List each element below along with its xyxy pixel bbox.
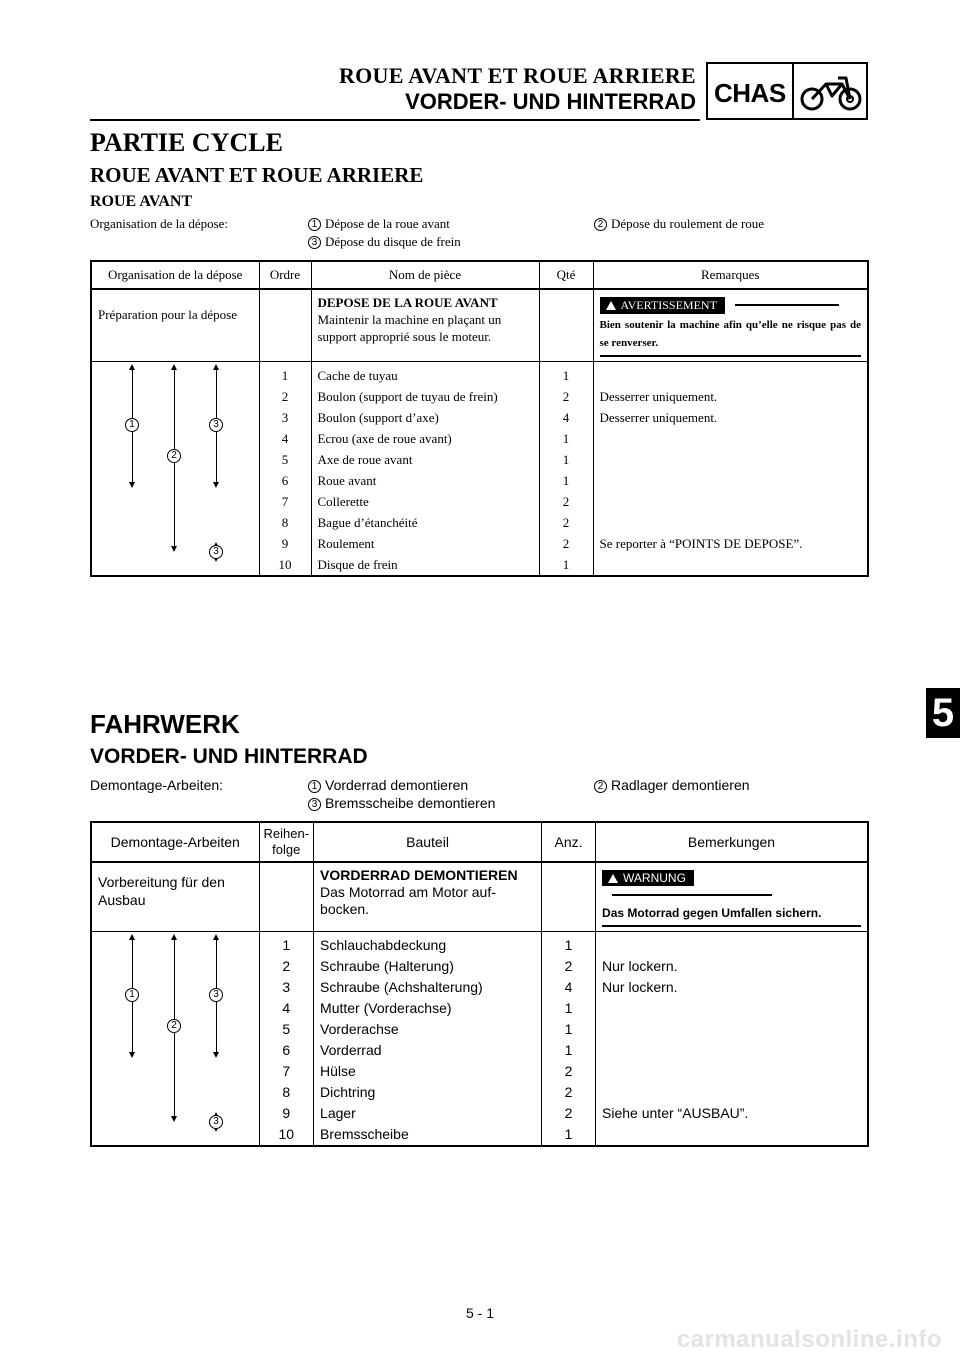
arrow-diagram <box>91 932 259 1147</box>
part-cell: Vorderachse <box>314 1019 542 1040</box>
col-header: Organisation de la dépose <box>91 261 259 289</box>
section-badge <box>706 62 868 120</box>
col-header: Remarques <box>593 261 868 289</box>
remark-cell <box>596 1061 868 1082</box>
part-cell: Hülse <box>314 1061 542 1082</box>
qty-cell: 1 <box>539 449 593 470</box>
warning-rule <box>735 304 839 306</box>
de-heading-2: VORDER- UND HINTERRAD <box>90 745 368 768</box>
fr-org-label: Organisation de la dépose: <box>90 216 229 231</box>
order-cell: 5 <box>259 1019 314 1040</box>
warning-box <box>596 862 868 932</box>
part-cell: Boulon (support de tuyau de frein) <box>311 386 539 407</box>
order-cell: 1 <box>259 362 311 387</box>
order-cell: 3 <box>259 977 314 998</box>
section-badge-divider <box>792 64 794 118</box>
header-rule <box>90 119 700 121</box>
arrow-label-2: 2 <box>167 1019 181 1033</box>
chapter-tab: 5 <box>926 688 960 738</box>
header-title-fr: ROUE AVANT ET ROUE ARRIERE <box>338 63 696 88</box>
part-cell: Lager <box>314 1103 542 1124</box>
qty-cell: 1 <box>542 1040 596 1061</box>
prep-label: Vorbereitung für den Ausbau <box>91 862 259 932</box>
sequence-arrows <box>92 362 259 572</box>
order-cell: 4 <box>259 998 314 1019</box>
arrow-label-2: 2 <box>167 449 181 463</box>
remark-cell: Desserrer uniquement. <box>593 407 868 428</box>
qty-cell: 1 <box>542 1124 596 1146</box>
qty-cell: 2 <box>539 386 593 407</box>
table-header-row <box>91 261 868 289</box>
col-header: Bauteil <box>314 822 542 862</box>
order-cell: 9 <box>259 533 311 554</box>
order-cell: 6 <box>259 1040 314 1061</box>
prep-row <box>91 289 868 362</box>
arrow-label-1: 1 <box>125 418 139 432</box>
de-org-item-2: 2 Radlager demontieren <box>594 777 750 793</box>
de-org-item-3: 3 Bremsscheibe demontieren <box>308 795 495 811</box>
qty-cell: 1 <box>542 998 596 1019</box>
qty-cell: 1 <box>542 932 596 957</box>
part-cell: Disque de frein <box>311 554 539 576</box>
warning-text: Das Motorrad gegen Umfallen sichern. <box>602 904 861 927</box>
table-row <box>91 362 868 387</box>
qty-cell: 2 <box>542 1061 596 1082</box>
header-title-de: VORDER- UND HINTERRAD <box>405 89 696 114</box>
page-number: 5 - 1 <box>465 1305 494 1321</box>
qty-cell: 1 <box>539 428 593 449</box>
prep-title: VORDERRAD DEMONTIEREN <box>320 867 518 883</box>
remark-cell <box>596 1082 868 1103</box>
order-cell: 8 <box>259 512 311 533</box>
motorcycle-icon <box>798 70 864 114</box>
qty-cell: 1 <box>539 554 593 576</box>
qty-cell: 2 <box>539 491 593 512</box>
part-cell: Schraube (Achshalterung) <box>314 977 542 998</box>
remark-cell <box>593 428 868 449</box>
part-cell: Bague d’étanchéité <box>311 512 539 533</box>
part-cell: Schraube (Halterung) <box>314 956 542 977</box>
prep-row <box>91 862 868 932</box>
qty-cell: 1 <box>539 362 593 387</box>
de-heading-1: FAHRWERK <box>90 709 240 739</box>
part-cell: Ecrou (axe de roue avant) <box>311 428 539 449</box>
remark-cell <box>593 512 868 533</box>
col-header: Qté <box>539 261 593 289</box>
order-cell: 4 <box>259 428 311 449</box>
order-cell: 6 <box>259 470 311 491</box>
warning-icon <box>606 301 616 310</box>
warning-badge: WARNUNG <box>602 870 694 886</box>
qty-cell: 2 <box>542 1103 596 1124</box>
order-cell: 2 <box>259 386 311 407</box>
qty-cell: 2 <box>539 512 593 533</box>
part-cell: Vorderrad <box>314 1040 542 1061</box>
part-cell: Mutter (Vorderachse) <box>314 998 542 1019</box>
arrow-label-3: 3 <box>209 988 223 1002</box>
arrow-label-3: 3 <box>209 418 223 432</box>
arrow-label-3b: 3 <box>209 1115 223 1129</box>
fr-heading-3: ROUE AVANT <box>90 193 193 210</box>
prep-desc: Das Motorrad am Motor auf-bocken. <box>320 884 496 917</box>
warning-box <box>593 289 868 362</box>
warning-rule <box>612 894 772 896</box>
part-cell: Bremsscheibe <box>314 1124 542 1146</box>
fr-org-item-3: 3 Dépose du disque de frein <box>308 234 461 250</box>
remark-cell <box>596 1124 868 1146</box>
part-cell: Roulement <box>311 533 539 554</box>
remark-cell <box>593 491 868 512</box>
part-cell: Axe de roue avant <box>311 449 539 470</box>
order-cell: 10 <box>259 554 311 576</box>
prep-label: Préparation pour la dépose <box>91 289 259 362</box>
prep-cell <box>314 862 542 932</box>
watermark: carmanualsonline.info <box>676 1326 942 1353</box>
fr-org-item-1: 1 Dépose de la roue avant <box>308 216 450 232</box>
order-cell: 9 <box>259 1103 314 1124</box>
col-header: Demontage-Arbeiten <box>91 822 259 862</box>
fr-org-item-2: 2 Dépose du roulement de roue <box>594 216 764 232</box>
part-cell: Roue avant <box>311 470 539 491</box>
remark-cell <box>593 362 868 387</box>
qty-cell: 4 <box>539 407 593 428</box>
remark-cell <box>596 1019 868 1040</box>
prep-desc: Maintenir la machine en plaçant un support approprié sous le moteur. <box>317 312 502 344</box>
remark-cell: Nur lockern. <box>596 956 868 977</box>
order-cell: 3 <box>259 407 311 428</box>
col-header: Nom de pièce <box>311 261 539 289</box>
col-header: Reihen-folge <box>259 822 314 862</box>
remark-cell <box>593 470 868 491</box>
remark-cell <box>593 449 868 470</box>
remark-cell <box>593 554 868 576</box>
section-code: CHAS <box>714 78 786 108</box>
qty-cell: 4 <box>542 977 596 998</box>
qty-cell: 2 <box>542 956 596 977</box>
qty-cell: 2 <box>542 1082 596 1103</box>
de-org-item-1: 1 Vorderrad demontieren <box>308 777 468 793</box>
col-header: Anz. <box>542 822 596 862</box>
qty-cell: 1 <box>542 1019 596 1040</box>
fr-heading-1: PARTIE CYCLE <box>90 128 283 157</box>
de-parts-table <box>90 821 869 1147</box>
fr-heading-2: ROUE AVANT ET ROUE ARRIERE <box>90 163 424 187</box>
part-cell: Boulon (support d’axe) <box>311 407 539 428</box>
part-cell: Collerette <box>311 491 539 512</box>
col-header: Ordre <box>259 261 311 289</box>
order-cell: 5 <box>259 449 311 470</box>
remark-cell <box>596 932 868 957</box>
remark-cell: Desserrer uniquement. <box>593 386 868 407</box>
arrow-label-3b: 3 <box>209 545 223 559</box>
part-cell: Dichtring <box>314 1082 542 1103</box>
table-row <box>91 932 868 957</box>
remark-cell: Siehe unter “AUSBAU”. <box>596 1103 868 1124</box>
warning-icon <box>608 874 618 883</box>
order-cell: 2 <box>259 956 314 977</box>
arrow-label-1: 1 <box>125 988 139 1002</box>
arrow-diagram <box>91 362 259 577</box>
remark-cell <box>596 1040 868 1061</box>
order-cell: 7 <box>259 1061 314 1082</box>
order-cell: 8 <box>259 1082 314 1103</box>
order-cell: 1 <box>259 932 314 957</box>
qty-cell: 2 <box>539 533 593 554</box>
table-header-row <box>91 822 868 862</box>
part-cell: Schlauchabdeckung <box>314 932 542 957</box>
warning-badge: AVERTISSEMENT <box>600 297 725 314</box>
de-org-label: Demontage-Arbeiten: <box>90 777 224 793</box>
part-cell: Cache de tuyau <box>311 362 539 387</box>
qty-cell: 1 <box>539 470 593 491</box>
col-header: Bemerkungen <box>596 822 868 862</box>
prep-cell <box>311 289 539 362</box>
fr-parts-table <box>90 260 869 577</box>
order-cell: 10 <box>259 1124 314 1146</box>
remark-cell <box>596 998 868 1019</box>
warning-text: Bien soutenir la machine afin qu’elle ne risque pas de se renverser. <box>600 316 862 357</box>
sequence-arrows <box>92 932 259 1142</box>
prep-title: DEPOSE DE LA ROUE AVANT <box>317 295 498 310</box>
order-cell: 7 <box>259 491 311 512</box>
remark-cell: Nur lockern. <box>596 977 868 998</box>
remark-cell: Se reporter à “POINTS DE DEPOSE”. <box>593 533 868 554</box>
